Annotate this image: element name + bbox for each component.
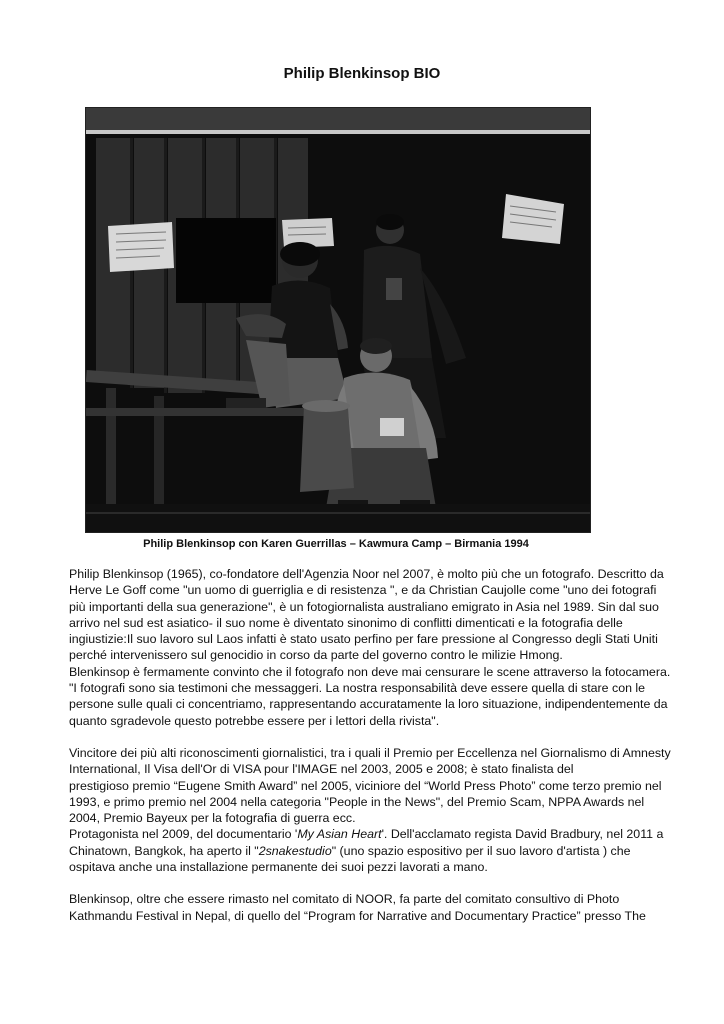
paragraph-line: perché intervenissero sul genocidio in corso da parte del governo contro le milizie Hmong. bbox=[69, 648, 563, 663]
film-title: My Asian Heart bbox=[297, 827, 382, 842]
paragraph-line: più importanti della sua generazione", è un fotogiornalista australiano emigrato in Asia nel 1989. Sin dal suo bbox=[69, 599, 659, 614]
paragraph-line: quanto sgradevole questo potrebbe essere per i lettori della rivista". bbox=[69, 713, 440, 728]
text-run: " (uno spazio espositivo per il suo lavoro d'artista ) che bbox=[331, 843, 631, 858]
text-run: '. Dell'acclamato regista David Bradbury, nel 2011 a bbox=[381, 827, 664, 842]
studio-name: 2snakestudio bbox=[258, 843, 332, 858]
paragraph-line: International, Il Visa dell'Or di VISA pour l'IMAGE nel 2003, 2005 e 2008; è stato finalista del bbox=[69, 762, 574, 777]
text-run: Protagonista nel 2009, del documentario ' bbox=[69, 827, 298, 842]
black-and-white-photograph bbox=[85, 107, 591, 533]
paragraph-line bbox=[69, 843, 677, 859]
paragraph-line: ingiustizie:Il suo lavoro sul Laos infatti è stato usato perfino per fare pressione al Congresso degli Stati Uniti bbox=[69, 632, 658, 647]
paragraph-line: Blenkinsop è fermamente convinto che il fotografo non deve mai censurare le scene attraverso la fotocamera. bbox=[69, 664, 671, 679]
paragraph-line: Vincitore dei più alti riconoscimenti giornalistici, tra i quali il Premio per Eccellenza nel Giornalismo di Amnesty bbox=[69, 745, 671, 760]
photo-illustration bbox=[86, 108, 590, 532]
biography-text bbox=[69, 566, 677, 924]
paragraph-line: 2004, Premio Bayeux per la fotografia di guerra ecc. bbox=[69, 811, 356, 826]
paragraph-line: persone sulle quali ci concentriamo, rappresentando accuratamente la loro situazione, indipendentemente da bbox=[69, 697, 668, 712]
paragraph-line: Kathmandu Festival in Nepal, di quello del “Program for Narrative and Documentary Practice” presso The bbox=[69, 908, 646, 923]
paragraph-line: Blenkinsop, oltre che essere rimasto nel comitato di NOOR, fa parte del comitato consultivo di Photo bbox=[69, 892, 620, 907]
paragraph-line: prestigioso premio “Eugene Smith Award” nel 2005, viciniore del “World Press Photo” come terzo premio nel bbox=[69, 778, 662, 793]
paragraph-line: "I fotografi sono sia testimoni che messaggeri. La nostra responsabilità deve essere quella di stare con le bbox=[69, 681, 646, 696]
paragraph-line bbox=[69, 826, 677, 842]
paragraph-line: 1993, e primo premio nel 2004 nella categoria "People in the News", del Premio Scam, NPPA Awards nel bbox=[69, 794, 645, 809]
paragraph-line: ospitava anche una installazione permanente dei suoi pezzi lavorati a mano. bbox=[69, 860, 488, 875]
paragraph-line: arrivo nel sud est asiatico- il suo nome è diventato sinonimo di conflitti dimenticati e la fotografia delle bbox=[69, 615, 623, 630]
photo-caption: Philip Blenkinsop con Karen Guerrillas – Kawmura Camp – Birmania 1994 bbox=[143, 538, 529, 550]
paragraph-line: Herve Le Goff come "un uomo di guerriglia e di resistenza ", e da Christian Caujolle come "uno dei fotografi bbox=[69, 583, 657, 598]
paragraph-line: Philip Blenkinsop (1965), co-fondatore dell'Agenzia Noor nel 2007, è molto più che un fotografo. Descritto da bbox=[69, 567, 664, 581]
page-title: Philip Blenkinsop BIO bbox=[283, 65, 441, 82]
text-run: Chinatown, Bangkok, ha aperto il " bbox=[69, 843, 259, 858]
